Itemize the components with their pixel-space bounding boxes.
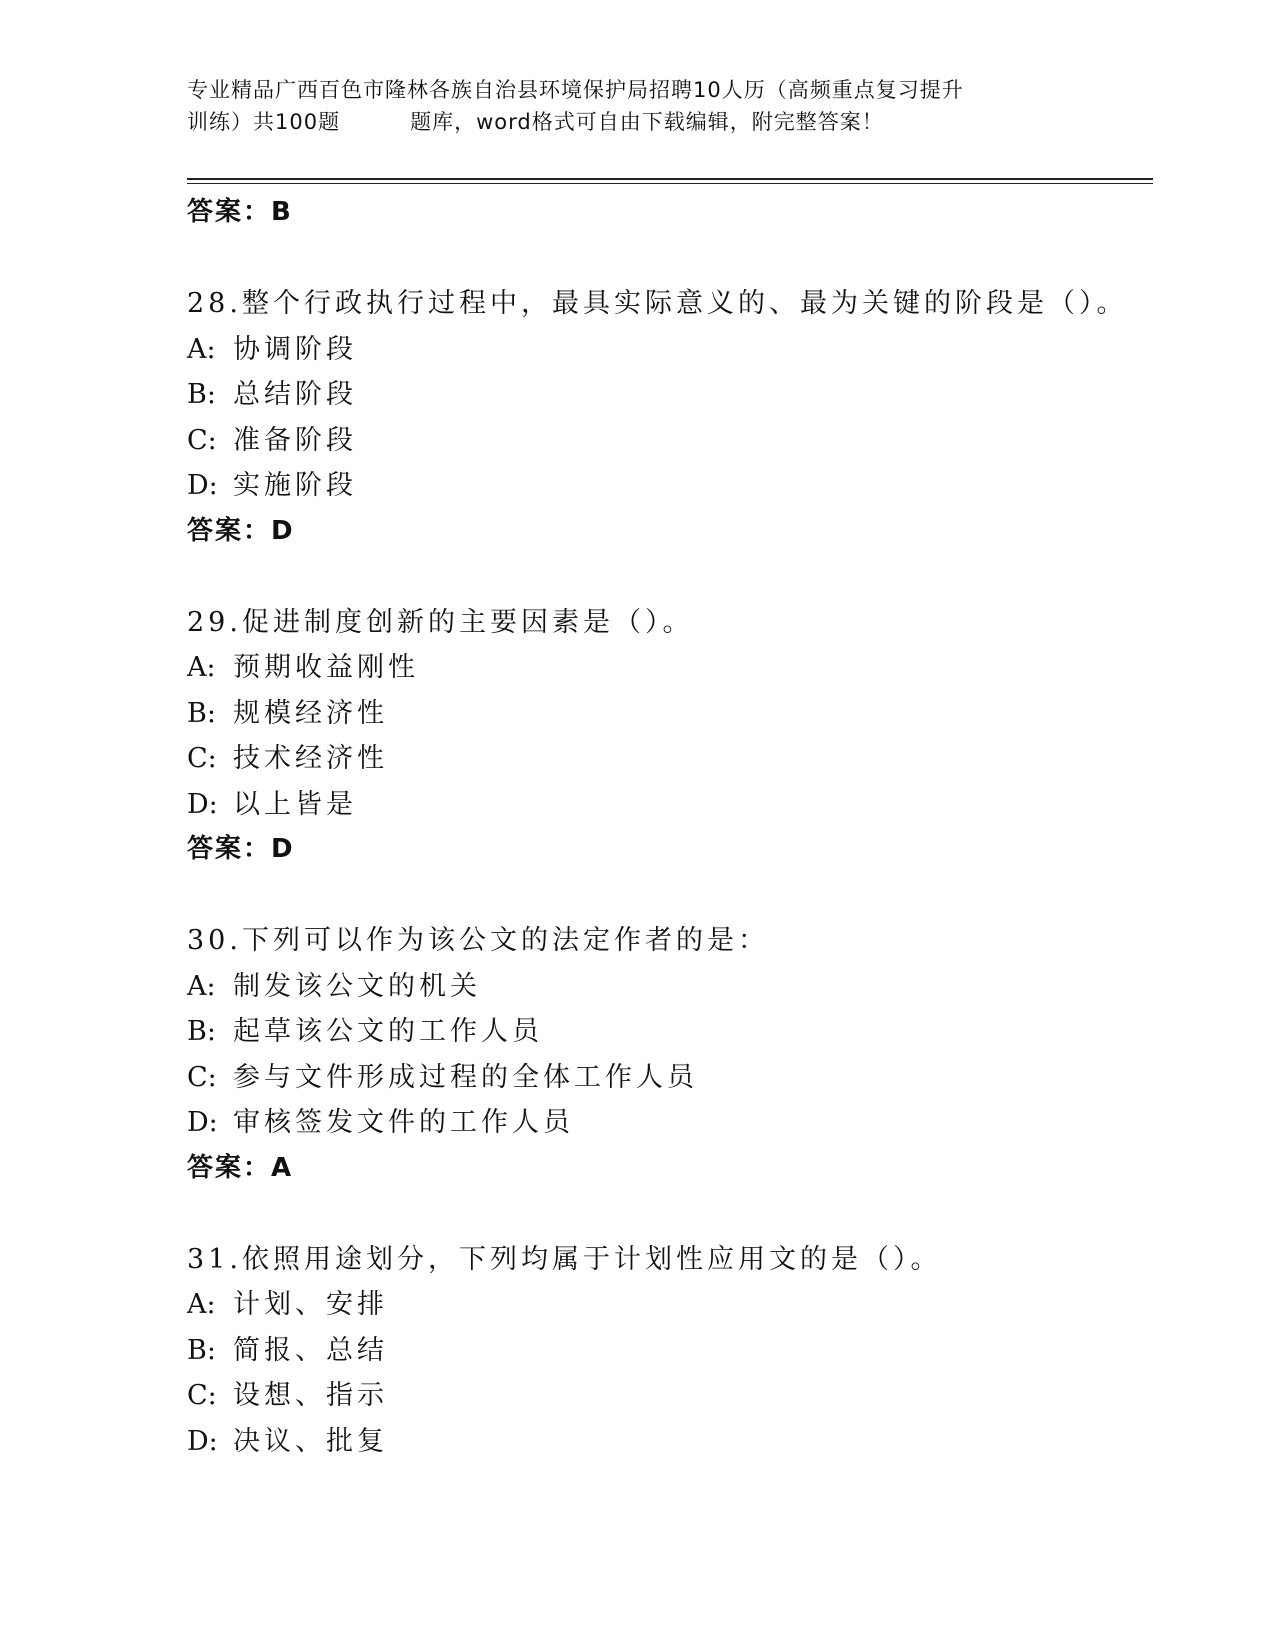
option-text: 协调阶段 [233,333,357,365]
question-block-29 [187,600,1147,873]
option-text: 总结阶段 [233,379,357,410]
option-key: D: [187,1107,218,1138]
option-text: 审核签发文件的工作人员 [233,1107,574,1138]
answer-label: 答案：D [187,834,295,864]
option-d [187,463,1147,509]
question-list [187,190,1147,1464]
option-text: 规模经济性 [233,697,388,729]
header-line-2-right: 题库，word格式可自由下载编辑，附完整答案！ [410,110,884,134]
option-key: D: [187,1425,218,1457]
option-key: D: [187,788,218,820]
document-header [187,74,1087,138]
header-divider-thick [187,178,1153,180]
option-d [187,1419,1147,1465]
option-key: A: [187,652,216,683]
answer-label: 答案：D [187,515,295,546]
option-text: 以上皆是 [233,788,357,820]
option-b [187,691,1147,737]
header-line-1: 专业精品广西百色市隆林各族自治县环境保护局招聘10人历（高频重点复习提升 [187,78,964,102]
option-c [187,418,1147,464]
answer-label: 答案：A [187,1152,294,1183]
option-d [187,782,1147,828]
option-c [187,1055,1147,1101]
option-key: B: [187,1016,216,1047]
option-text: 准备阶段 [233,424,357,456]
question-stem: 29.促进制度创新的主要因素是（）。 [187,606,694,638]
question-stem: 31.依照用途划分，下列均属于计划性应用文的是（）。 [187,1243,942,1275]
option-key: C: [187,1380,217,1411]
option-key: B: [187,697,216,729]
option-a [187,645,1147,691]
option-c [187,1373,1147,1419]
question-stem: 30.下列可以作为该公文的法定作者的是： [187,925,769,956]
option-key: B: [187,379,216,410]
option-text: 决议、批复 [233,1425,388,1457]
option-a [187,1282,1147,1328]
option-b [187,1009,1147,1055]
option-key: A: [187,333,216,365]
header-divider-thin [187,183,1153,184]
option-key: C: [187,743,217,774]
option-text: 制发该公文的机关 [233,970,481,1002]
option-key: C: [187,424,217,456]
option-c [187,736,1147,782]
option-key: A: [187,970,216,1002]
option-key: C: [187,1061,217,1093]
option-text: 设想、指示 [233,1380,388,1411]
question-block-31 [187,1237,1147,1465]
option-text: 预期收益刚性 [233,652,419,683]
option-d [187,1100,1147,1146]
option-key: A: [187,1289,216,1320]
header-line-2 [187,106,1087,138]
option-text: 技术经济性 [233,743,388,774]
header-line-2-left: 训练）共100题 [187,110,341,134]
option-b [187,372,1147,418]
option-key: D: [187,470,218,501]
question-block-28 [187,281,1147,554]
question-block-30 [187,918,1147,1191]
option-a [187,964,1147,1010]
option-key: B: [187,1334,216,1366]
option-text: 起草该公文的工作人员 [233,1016,543,1047]
option-a [187,327,1147,373]
previous-answer: 答案：B [187,197,293,227]
option-text: 参与文件形成过程的全体工作人员 [233,1061,698,1093]
option-text: 简报、总结 [233,1334,388,1366]
option-b [187,1328,1147,1374]
option-text: 计划、安排 [233,1289,388,1320]
option-text: 实施阶段 [233,470,357,501]
question-stem: 28.整个行政执行过程中，最具实际意义的、最为关键的阶段是（）。 [187,288,1128,319]
